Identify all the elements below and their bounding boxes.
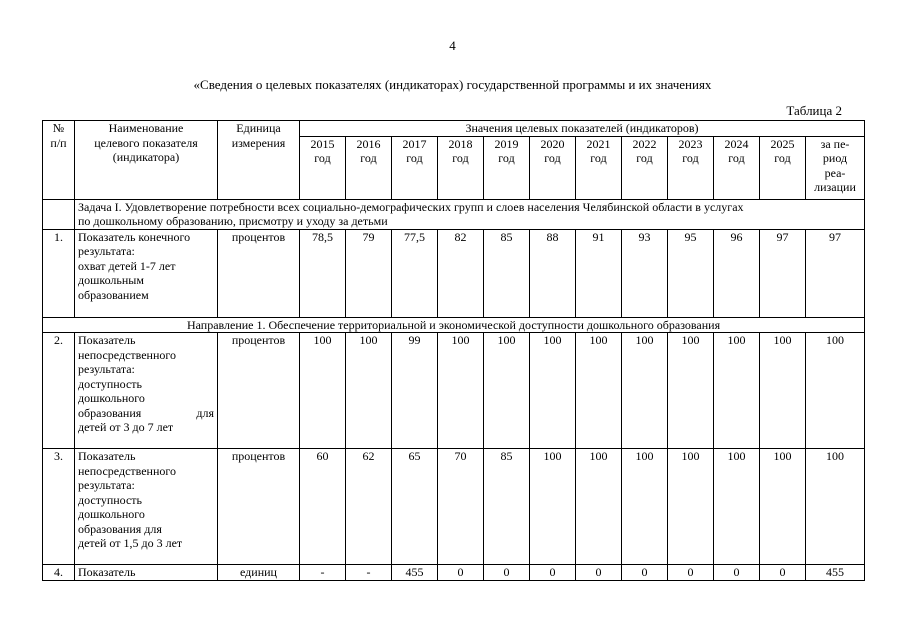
header-year-value: 2015: [310, 136, 335, 151]
row-value: 0: [622, 565, 668, 581]
header-year-suffix: год: [498, 151, 515, 165]
row-value: 100: [806, 449, 865, 565]
row-indicator-line: результата:: [78, 362, 135, 376]
header-year-suffix: год: [774, 151, 791, 165]
row-indicator-line: доступность: [78, 376, 143, 391]
header-year-value: 2024: [724, 136, 749, 151]
header-year-value: 2020: [540, 136, 565, 151]
row-indicator-line: Показатель: [78, 333, 136, 347]
row-number: 1.: [43, 229, 75, 317]
header-name-line: Наименование: [108, 121, 184, 135]
section-task-line: по дошкольному образованию, присмотру и уходу за детьми: [78, 214, 388, 228]
row-value: 95: [668, 229, 714, 317]
row-indicator-line: непосредственного: [78, 463, 177, 478]
row-indicator-line: дошкольного: [78, 507, 145, 521]
header-year: [668, 136, 714, 199]
header-year-suffix: год: [636, 151, 653, 165]
table-body: [43, 121, 865, 581]
page-number: 4: [449, 38, 456, 53]
row-value: 0: [576, 565, 622, 581]
row-value: 0: [530, 565, 576, 581]
header-period-line: риод: [822, 151, 848, 165]
header-year-suffix: год: [544, 151, 561, 165]
header-year-value: 2023: [678, 136, 703, 151]
row-value: 93: [622, 229, 668, 317]
row-value: 0: [438, 565, 484, 581]
header-year: [300, 136, 346, 199]
row-unit: процентов: [218, 333, 300, 449]
row-value: 100: [576, 333, 622, 449]
header-name-line: (индикатора): [112, 150, 180, 164]
section-task-line: Задача I. Удовлетворение потребности всех социально-демографических групп и слоев населения Челябинской области в услугах: [78, 199, 744, 214]
row-value: 78,5: [300, 229, 346, 317]
row-value: 97: [806, 229, 865, 317]
header-period-line: реа-: [824, 165, 846, 180]
row-indicator-line: непосредственного: [78, 347, 177, 362]
header-year: [714, 136, 760, 199]
header-year-suffix: год: [682, 151, 699, 165]
header-year-suffix: год: [590, 151, 607, 165]
row-number: 4.: [43, 565, 75, 581]
header-period-line: лизации: [814, 180, 856, 194]
row-indicator-line: результата:: [78, 478, 135, 492]
row-indicator-name: [75, 333, 218, 449]
header-year-suffix: год: [360, 151, 377, 165]
row-value: 0: [760, 565, 806, 581]
row-indicator-line: детей от 3 до 7 лет: [78, 420, 174, 434]
row-indicator-line: Показатель: [78, 565, 136, 579]
row-number: 2.: [43, 333, 75, 449]
row-value: 82: [438, 229, 484, 317]
header-name-line: целевого показателя: [94, 135, 198, 150]
row-indicator-line: доступность: [78, 492, 143, 507]
row-indicator-line: дошкольного: [78, 391, 145, 405]
section-task-empty: [43, 199, 75, 229]
row-value: 100: [668, 333, 714, 449]
row-value: 88: [530, 229, 576, 317]
table-label: Таблица 2: [786, 103, 842, 118]
header-unit-line: измерения: [231, 135, 286, 150]
row-indicator-line: результата:: [78, 244, 135, 258]
row-value: 96: [714, 229, 760, 317]
header-year: [576, 136, 622, 199]
section-direction: Направление 1. Обеспечение территориальной и экономической доступности дошкольного образования: [43, 317, 865, 333]
row-value: 79: [346, 229, 392, 317]
row-value: 100: [530, 333, 576, 449]
row-value: 60: [300, 449, 346, 565]
header-unit-line: Единица: [236, 121, 281, 135]
row-unit: процентов: [218, 449, 300, 565]
row-value: 0: [484, 565, 530, 581]
header-year-value: 2021: [586, 136, 611, 151]
header-year: [622, 136, 668, 199]
row-value: 100: [668, 449, 714, 565]
header-year-value: 2016: [356, 136, 381, 151]
row-indicator-line: образования для: [78, 521, 162, 536]
row-value: 100: [530, 449, 576, 565]
row-value: -: [346, 565, 392, 581]
header-name: [75, 121, 218, 200]
row-indicator-line: детей от 1,5 до 3 лет: [78, 536, 183, 550]
header-year-suffix: год: [406, 151, 423, 165]
row-value: 100: [346, 333, 392, 449]
header-year-value: 2017: [402, 136, 427, 151]
row-indicator-line: дошкольным: [78, 273, 144, 287]
section-task: [75, 199, 865, 229]
row-value: 455: [392, 565, 438, 581]
row-value: 70: [438, 449, 484, 565]
table-row: [43, 229, 865, 317]
table-row: [43, 333, 865, 449]
header-year-value: 2022: [632, 136, 657, 151]
table-row: [43, 449, 865, 565]
header-year: [760, 136, 806, 199]
row-value: 100: [714, 449, 760, 565]
row-value: 100: [438, 333, 484, 449]
row-value: 65: [392, 449, 438, 565]
header-num-line: №: [52, 121, 65, 135]
row-value: -: [300, 565, 346, 581]
row-value: 100: [806, 333, 865, 449]
row-value: 0: [714, 565, 760, 581]
header-year: [438, 136, 484, 199]
row-value: 91: [576, 229, 622, 317]
row-value: 100: [622, 333, 668, 449]
row-value: 85: [484, 229, 530, 317]
row-value: 455: [806, 565, 865, 581]
row-indicator-line: охват детей 1-7 лет: [78, 258, 176, 273]
header-year: [346, 136, 392, 199]
row-value: 100: [760, 333, 806, 449]
header-year-value: 2018: [448, 136, 473, 151]
header-period: [806, 136, 865, 199]
header-values-group: Значения целевых показателей (индикаторов): [300, 121, 865, 137]
row-value: 62: [346, 449, 392, 565]
row-indicator-name: [75, 229, 218, 317]
row-value: 0: [668, 565, 714, 581]
header-year-suffix: год: [314, 151, 331, 165]
row-number: 3.: [43, 449, 75, 565]
header-row-1: [43, 121, 865, 137]
header-num-line: п/п: [50, 135, 67, 150]
header-year-value: 2025: [770, 136, 795, 151]
header-num: [43, 121, 75, 200]
header-year: [392, 136, 438, 199]
row-value: 100: [300, 333, 346, 449]
row-indicator-name: [75, 565, 218, 581]
row-unit: процентов: [218, 229, 300, 317]
header-year-value: 2019: [494, 136, 519, 151]
row-value: 100: [484, 333, 530, 449]
row-indicator-line: образованием: [78, 287, 149, 302]
header-period-line: за пе-: [820, 136, 850, 151]
row-value: 100: [622, 449, 668, 565]
row-value: 77,5: [392, 229, 438, 317]
row-value: 100: [760, 449, 806, 565]
row-indicator-line: Показатель: [78, 449, 136, 463]
row-indicator-line: Показатель конечного: [78, 229, 191, 244]
indicators-table: [42, 120, 865, 581]
header-year: [530, 136, 576, 199]
header-year: [484, 136, 530, 199]
row-unit: единиц: [218, 565, 300, 581]
header-unit: [218, 121, 300, 200]
row-indicator-name: [75, 449, 218, 565]
row-indicator-line: образования для: [78, 405, 214, 420]
row-value: 100: [714, 333, 760, 449]
table-row: [43, 565, 865, 581]
section-direction-row: [43, 317, 865, 333]
row-value: 85: [484, 449, 530, 565]
row-value: 99: [392, 333, 438, 449]
document-title: «Сведения о целевых показателях (индикаторах) государственной программы и их значениях: [193, 77, 712, 92]
header-year-suffix: год: [452, 151, 469, 165]
row-value: 100: [576, 449, 622, 565]
section-task-row: [43, 199, 865, 229]
row-value: 97: [760, 229, 806, 317]
header-year-suffix: год: [728, 151, 745, 165]
